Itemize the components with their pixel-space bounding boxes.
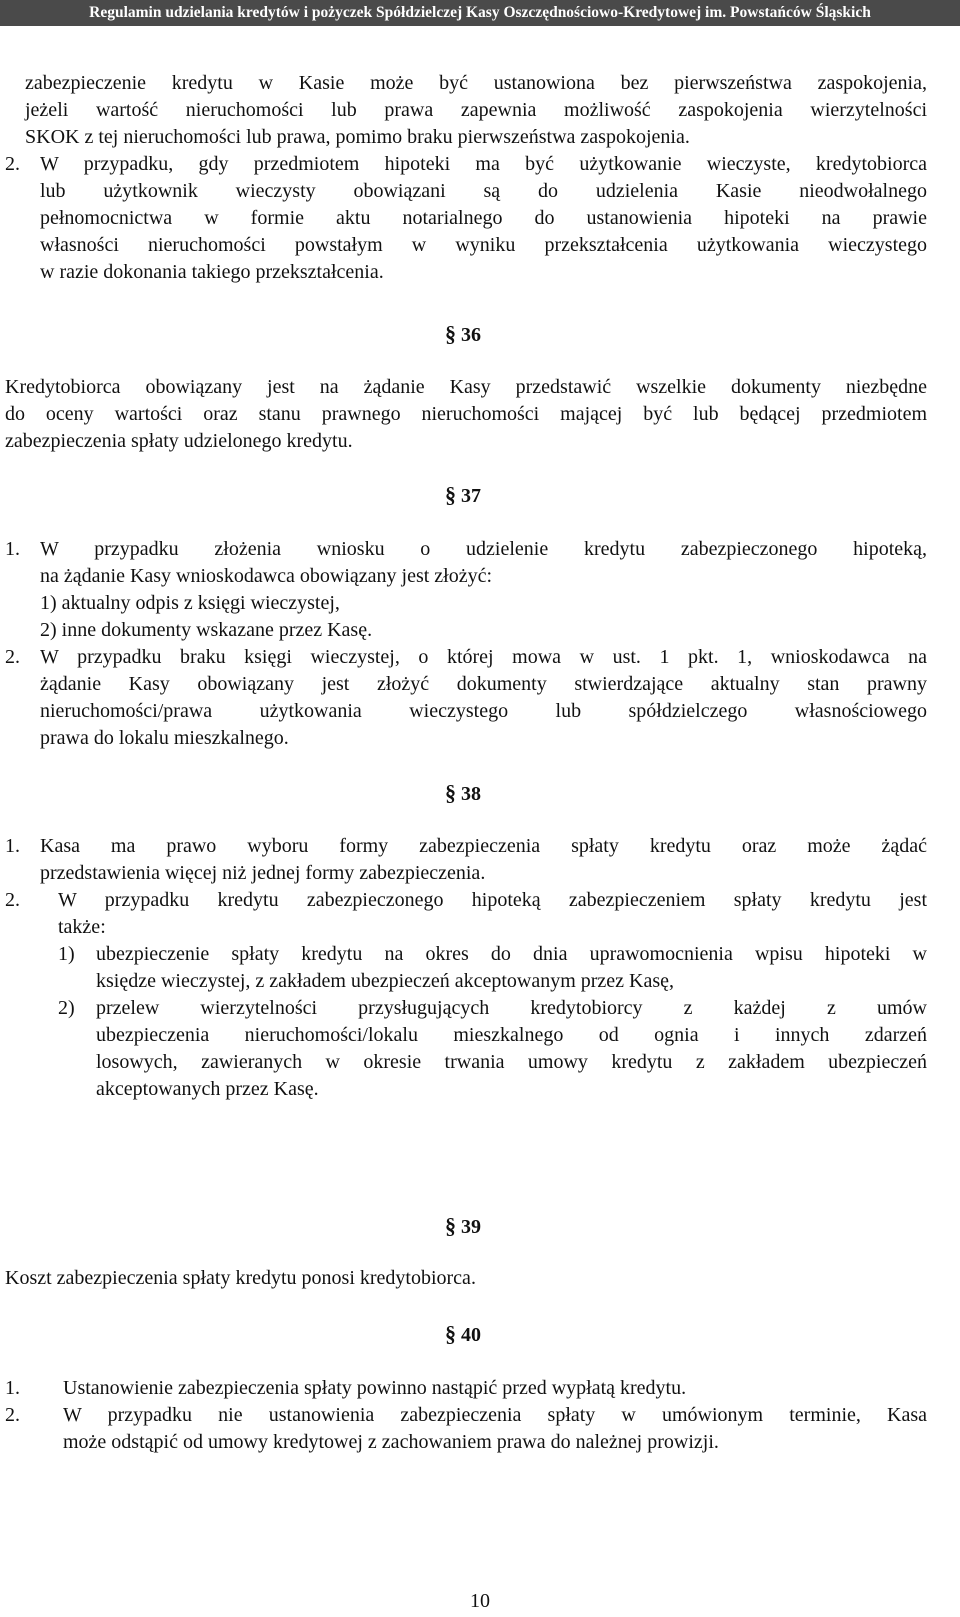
s40-item-2-line-1: W przypadku nie ustanowienia zabezpieczenia spłaty w umówionym terminie, Kasa: [63, 1404, 927, 1426]
s39-text: Koszt zabezpieczenia spłaty kredytu ponosi kredytobiorca.: [5, 1267, 476, 1289]
s40-item-2-line-2: może odstąpić od umowy kredytowej z zachowaniem prawa do należnej prowizji.: [63, 1431, 719, 1453]
s37-item-1-number: 1.: [5, 538, 20, 560]
s40-item-2-number: 2.: [5, 1404, 20, 1426]
section-number: 40: [461, 1324, 481, 1346]
s36-line-1: Kredytobiorca obowiązany jest na żądanie Kasy przedstawić wszelkie dokumenty niezbędne: [5, 376, 927, 398]
s40-item-1-text: Ustanowienie zabezpieczenia spłaty powinno nastąpić przed wypłatą kredytu.: [63, 1377, 687, 1399]
section-sign: §: [445, 482, 456, 507]
section-number: 36: [461, 324, 481, 346]
s38-sub-1-line-2: księdze wieczystej, z zakładem ubezpieczeń akceptowanym przez Kasę,: [96, 970, 675, 992]
s38-sub-2-line-4: akceptowanych przez Kasę.: [96, 1078, 319, 1100]
intro-line-2: jeżeli wartość nieruchomości lub prawa zapewnia możliwość zaspokojenia wierzytelności: [25, 99, 927, 121]
s38-sub-2-line-2: ubezpieczenia nieruchomości/lokalu mieszkalnego od ognia i innych zdarzeń: [96, 1024, 927, 1046]
section-sign: §: [445, 321, 456, 346]
intro-item-2-line-1: W przypadku, gdy przedmiotem hipoteki ma być użytkowanie wieczyste, kredytobiorca: [40, 153, 927, 175]
s37-item-2-line-4: prawa do lokalu mieszkalnego.: [40, 727, 289, 749]
intro-item-2-line-5: w razie dokonania takiego przekształcenia.: [40, 261, 384, 283]
s38-sub-2-line-1: przelew wierzytelności przysługujących kredytobiorcy z każdej z umów: [96, 997, 927, 1019]
intro-item-2-line-2: lub użytkownik wieczysty obowiązani są do udzielenia Kasie nieodwołalnego: [40, 180, 927, 202]
section-sign: §: [445, 1321, 456, 1346]
s37-item-2-line-3: nieruchomości/prawa użytkowania wieczystego lub spółdzielczego własnościowego: [40, 700, 927, 722]
s38-sub-2-number: 2): [58, 997, 75, 1019]
section-sign: §: [445, 1213, 456, 1238]
section-number: 39: [461, 1216, 481, 1238]
s36-line-3: zabezpieczenia spłaty udzielonego kredytu.: [5, 430, 353, 452]
s38-sub-1-line-1: ubezpieczenie spłaty kredytu na okres do dnia uprawomocnienia wpisu hipoteki w: [96, 943, 927, 965]
section-number: 38: [461, 783, 481, 805]
section-37-heading: [445, 481, 481, 510]
section-sign: §: [445, 780, 456, 805]
s37-item-1-line-2: na żądanie Kasy wnioskodawca obowiązany jest złożyć:: [40, 565, 493, 587]
intro-item-2-line-3: pełnomocnictwa w formie aktu notarialnego do ustanowienia hipoteki na prawie: [40, 207, 927, 229]
section-36-heading: [445, 320, 481, 349]
s40-item-1-number: 1.: [5, 1377, 20, 1399]
section-number: 37: [461, 485, 481, 507]
intro-item-2-line-4: własności nieruchomości powstałym w wyniku przekształcenia użytkowania wieczystego: [40, 234, 927, 256]
s37-sub-1: 1) aktualny odpis z księgi wieczystej,: [40, 592, 340, 614]
section-38-heading: [445, 779, 481, 808]
intro-line-3: SKOK z tej nieruchomości lub prawa, pomimo braku pierwszeństwa zaspokojenia.: [25, 126, 690, 148]
s38-item-2-line-1: W przypadku kredytu zabezpieczonego hipoteką zabezpieczeniem spłaty kredytu jest: [58, 889, 927, 911]
intro-item-2-number: 2.: [5, 153, 20, 175]
intro-line-1: zabezpieczenie kredytu w Kasie może być ustanowiona bez pierwszeństwa zaspokojenia,: [25, 72, 927, 94]
s36-line-2: do oceny wartości oraz stanu prawnego nieruchomości mającej być lub będącej przedmiotem: [5, 403, 927, 425]
s37-item-1-line-1: W przypadku złożenia wniosku o udzielenie kredytu zabezpieczonego hipoteką,: [40, 538, 927, 560]
s38-sub-2-line-3: losowych, zawieranych w okresie trwania umowy kredytu z zakładem ubezpieczeń: [96, 1051, 927, 1073]
s38-item-1-number: 1.: [5, 835, 20, 857]
section-40-heading: [445, 1320, 481, 1349]
s38-sub-1-number: 1): [58, 943, 75, 965]
s37-item-2-number: 2.: [5, 646, 20, 668]
s38-item-2-number: 2.: [5, 889, 20, 911]
s38-item-1-line-1: Kasa ma prawo wyboru formy zabezpieczenia spłaty kredytu oraz może żądać: [40, 835, 927, 857]
page-number: 10: [470, 1590, 490, 1612]
document-title: Regulamin udzielania kredytów i pożyczek Spółdzielczej Kasy Oszczędnościowo-Kredytowej im. Powstańców Śląskich: [89, 4, 871, 21]
s37-item-2-line-2: żądanie Kasy obowiązany jest złożyć dokumenty stwierdzające aktualny stan prawny: [40, 673, 927, 695]
s37-sub-2: 2) inne dokumenty wskazane przez Kasę.: [40, 619, 373, 641]
section-39-heading: [445, 1212, 481, 1241]
s38-item-2-line-2: także:: [58, 916, 106, 938]
s38-item-1-line-2: przedstawienia więcej niż jednej formy zabezpieczenia.: [40, 862, 486, 884]
s37-item-2-line-1: W przypadku braku księgi wieczystej, o której mowa w ust. 1 pkt. 1, wnioskodawca na: [40, 646, 927, 668]
